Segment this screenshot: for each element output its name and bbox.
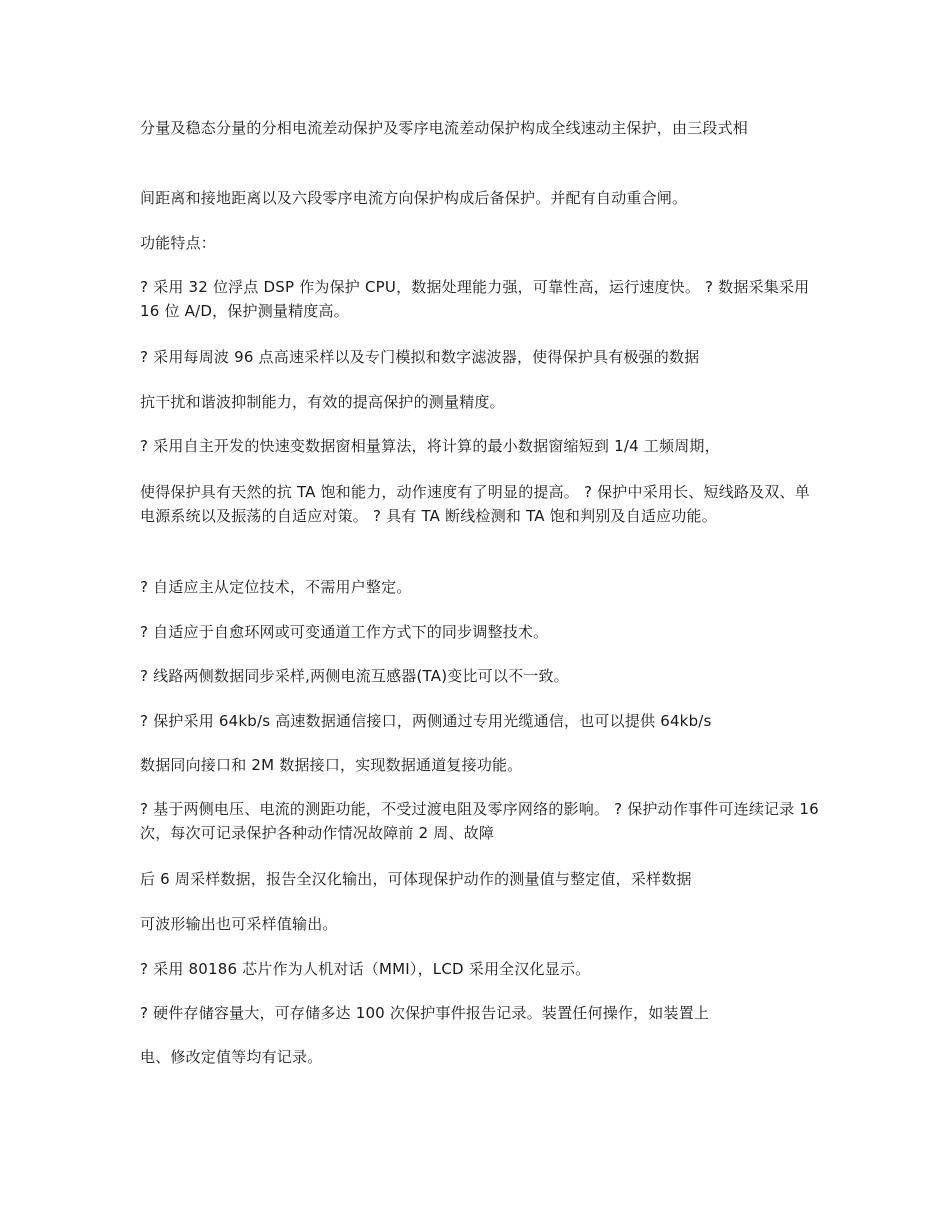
paragraph-10: ? 线路两侧数据同步采样,两侧电流互感器(TA)变比可以不一致。 xyxy=(140,667,569,685)
paragraph-1: 分量及稳态分量的分相电流差动保护及零序电流差动保护构成全线速动主保护，由三段式相 xyxy=(140,119,749,137)
paragraph-16: ? 采用 80186 芯片作为人机对话（MMI），LCD 采用全汉化显示。 xyxy=(140,960,591,978)
section-heading: 功能特点： xyxy=(140,234,217,252)
paragraph-7: 使得保护具有天然的抗 TA 饱和能力，动作速度有了明显的提高。 ? 保护中采用长、短线路及双、单电源系统以及振荡的自适应对策。 ? 具有 TA 断线检测和 TA 饱和判别及自适应功能。 xyxy=(140,483,810,525)
paragraph-5: 抗干扰和谐波抑制能力，有效的提高保护的测量精度。 xyxy=(140,393,505,411)
paragraph-6: ? 采用自主开发的快速变数据窗相量算法，将计算的最小数据窗缩短到 1/4 工频周期， xyxy=(140,437,720,455)
paragraph-14: 后 6 周采样数据，报告全汉化输出，可体现保护动作的测量值与整定值，采样数据 xyxy=(140,870,692,888)
paragraph-17: ? 硬件存储容量大，可存储多达 100 次保护事件报告记录。装置任何操作，如装置上 xyxy=(140,1004,710,1022)
paragraph-2: 间距离和接地距离以及六段零序电流方向保护构成后备保护。并配有自动重合闸。 xyxy=(140,189,688,207)
paragraph-8: ? 自适应主从定位技术，不需用户整定。 xyxy=(140,578,412,596)
paragraph-9: ? 自适应于自愈环网或可变通道工作方式下的同步调整技术。 xyxy=(140,623,549,641)
paragraph-15: 可波形输出也可采样值输出。 xyxy=(140,915,338,933)
paragraph-13: ? 基于两侧电压、电流的测距功能，不受过渡电阻及零序网络的影响。 ? 保护动作事件可连续记录 16 次，每次可记录保护各种动作情况故障前 2 周、故障 xyxy=(140,800,819,842)
paragraph-18: 电、修改定值等均有记录。 xyxy=(140,1048,323,1066)
paragraph-4: ? 采用每周波 96 点高速采样以及专门模拟和数字滤波器，使得保护具有极强的数据 xyxy=(140,348,700,366)
paragraph-3: ? 采用 32 位浮点 DSP 作为保护 CPU，数据处理能力强，可靠性高，运行速度快。 ? 数据采集采用 16 位 A/D，保护测量精度高。 xyxy=(140,278,810,320)
paragraph-12: 数据同向接口和 2M 数据接口，实现数据通道复接功能。 xyxy=(140,756,523,774)
paragraph-11: ? 保护采用 64kb/s 高速数据通信接口，两侧通过专用光缆通信，也可以提供 64kb/s xyxy=(140,712,712,730)
